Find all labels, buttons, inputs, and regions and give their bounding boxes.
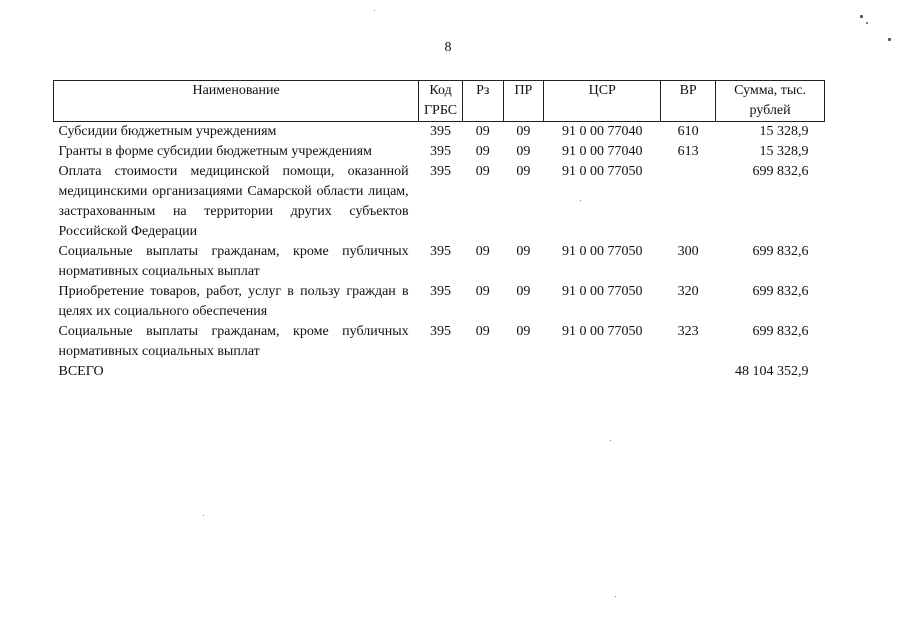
page-number: 8	[444, 40, 452, 55]
header-rz: Рз	[462, 81, 503, 122]
scan-speck	[866, 22, 868, 24]
table-row	[54, 162, 825, 242]
row-csr: 91 0 00 77050	[561, 244, 643, 259]
row-csr: 91 0 00 77050	[561, 284, 643, 299]
row-csr: 91 0 00 77050	[561, 164, 643, 179]
row-code: 395	[430, 144, 452, 159]
row-code: 395	[430, 244, 452, 259]
header-pr: ПР	[503, 81, 544, 122]
row-name: Субсидии бюджетным учреждениям	[58, 124, 277, 139]
total-sum: 48 104 352,9	[735, 364, 809, 379]
table-row	[54, 122, 825, 143]
row-vr: 613	[677, 144, 699, 159]
row-vr: 300	[677, 244, 699, 259]
row-code: 395	[430, 324, 452, 339]
row-csr: 91 0 00 77040	[561, 124, 643, 139]
header-code: Код ГРБС	[419, 81, 463, 122]
row-name: Оплата стоимости медицинской помощи, оказанной медицинскими организациями Самарской области лицам, застрахованным на территории других субъектов Российской Федерации	[58, 164, 409, 239]
budget-table	[53, 80, 825, 382]
row-sum: 699 832,6	[752, 324, 809, 339]
table-header-row	[54, 81, 825, 122]
row-code: 395	[430, 124, 452, 139]
row-sum: 699 832,6	[752, 284, 809, 299]
row-code: 395	[430, 284, 452, 299]
row-name: Социальные выплаты гражданам, кроме публичных нормативных социальных выплат	[58, 324, 409, 359]
row-code: 395	[430, 164, 452, 179]
row-name: Социальные выплаты гражданам, кроме публичных нормативных социальных выплат	[58, 244, 409, 279]
row-sum: 15 328,9	[759, 124, 809, 139]
row-rz: 09	[475, 124, 490, 139]
header-name: Наименование	[54, 81, 419, 122]
row-pr: 09	[516, 284, 531, 299]
row-sum: 699 832,6	[752, 244, 809, 259]
header-vr: ВР	[661, 81, 716, 122]
row-rz: 09	[475, 284, 490, 299]
row-vr: 610	[677, 124, 699, 139]
scan-speck	[374, 10, 375, 11]
row-pr: 09	[516, 124, 531, 139]
header-csr: ЦСР	[544, 81, 661, 122]
row-rz: 09	[475, 144, 490, 159]
row-pr: 09	[516, 164, 531, 179]
row-name: Приобретение товаров, работ, услуг в пользу граждан в целях их социального обеспечения	[58, 284, 409, 319]
row-rz: 09	[475, 324, 490, 339]
scan-speck	[610, 440, 611, 441]
row-pr: 09	[516, 144, 531, 159]
total-label: ВСЕГО	[58, 364, 104, 379]
table-total-row	[54, 362, 825, 382]
scan-speck	[203, 515, 204, 516]
row-rz: 09	[475, 244, 490, 259]
scan-speck	[888, 38, 891, 41]
row-name: Гранты в форме субсидии бюджетным учреждениям	[58, 144, 372, 159]
row-csr: 91 0 00 77040	[561, 144, 643, 159]
header-sum: Сумма, тыс. рублей	[716, 81, 825, 122]
row-rz: 09	[475, 164, 490, 179]
row-sum: 699 832,6	[752, 164, 809, 179]
scan-speck	[615, 596, 616, 597]
row-csr: 91 0 00 77050	[561, 324, 643, 339]
table-row	[54, 322, 825, 362]
row-vr: 323	[677, 324, 699, 339]
row-vr: 320	[677, 284, 699, 299]
row-sum: 15 328,9	[759, 144, 809, 159]
scan-speck	[860, 15, 863, 18]
table-row	[54, 282, 825, 322]
row-pr: 09	[516, 324, 531, 339]
scan-speck	[580, 200, 581, 201]
row-pr: 09	[516, 244, 531, 259]
row-vr	[661, 162, 716, 242]
table-row	[54, 242, 825, 282]
table-row	[54, 142, 825, 162]
